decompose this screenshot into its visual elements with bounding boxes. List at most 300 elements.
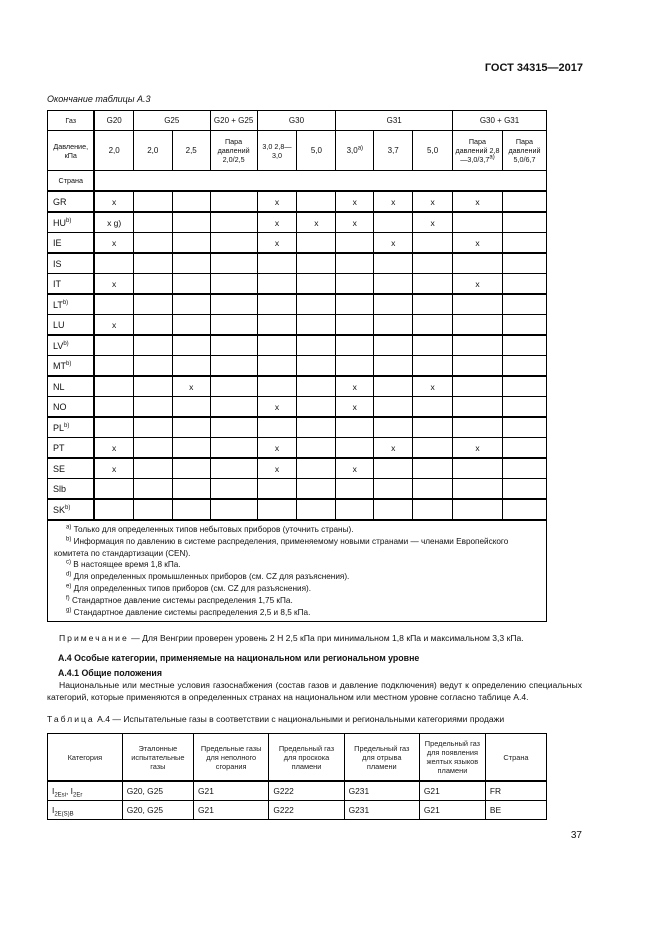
mark-cell	[336, 274, 374, 295]
table-row	[48, 417, 547, 438]
empty-cell	[94, 171, 546, 192]
mark-cell	[336, 356, 374, 377]
country-code: MT	[53, 360, 66, 371]
mark-cell	[336, 479, 374, 500]
mark-cell	[172, 253, 210, 274]
mark-cell	[453, 479, 503, 500]
mark-cell	[453, 499, 503, 520]
mark-cell	[374, 335, 413, 356]
mark-cell	[257, 356, 297, 377]
mark-cell	[210, 233, 257, 254]
mark-cell: x	[94, 438, 133, 459]
footnote	[54, 524, 540, 536]
mark-cell	[210, 397, 257, 418]
mark-cell: x	[257, 458, 297, 479]
mark-cell	[413, 253, 453, 274]
mark-cell	[94, 417, 133, 438]
standard-header: ГОСТ 34315—2017	[484, 62, 583, 74]
mark-cell	[453, 315, 503, 336]
mark-cell	[453, 253, 503, 274]
country-code: SK	[53, 504, 66, 515]
mark-cell	[133, 438, 172, 459]
mark-cell	[336, 253, 374, 274]
table-body	[48, 191, 547, 520]
category-sub: 2Er	[72, 793, 83, 800]
mark-cell: x	[297, 212, 336, 233]
footnote-text: Для определенных типов приборов (см. CZ для разъяснения).	[73, 583, 312, 593]
table-row	[48, 801, 547, 820]
note-text: — Для Венгрии проверен уровень 2 Н 2,5 кПа при минимальном 1,8 кПа и максимальном 3,3 кПа.	[128, 633, 524, 644]
country-code: PL	[53, 422, 65, 433]
mark-cell	[297, 438, 336, 459]
category-cell	[48, 801, 123, 820]
country-cell	[48, 233, 95, 254]
table-a3	[47, 110, 547, 622]
mark-cell: x	[336, 397, 374, 418]
mark-cell	[297, 233, 336, 254]
country-code: LU	[53, 319, 65, 330]
mark-cell: x	[374, 233, 413, 254]
column-header: Предельный газ для проскока пламени	[269, 734, 344, 782]
mark-cell	[413, 315, 453, 336]
gas-header: G25	[133, 111, 210, 131]
mark-cell	[453, 294, 503, 315]
mark-cell: x	[413, 376, 453, 397]
mark-cell	[133, 397, 172, 418]
footnote-text: Стандартное давление системы распределения 2,5 и 8,5 кПа.	[73, 607, 311, 617]
mark-cell	[336, 335, 374, 356]
country-cell	[48, 356, 95, 377]
mark-cell	[210, 356, 257, 377]
mark-cell	[94, 253, 133, 274]
mark-cell	[297, 499, 336, 520]
mark-cell	[133, 294, 172, 315]
mark-cell	[413, 274, 453, 295]
mark-cell	[413, 294, 453, 315]
mark-cell	[257, 335, 297, 356]
mark-cell	[413, 458, 453, 479]
mark-cell	[374, 417, 413, 438]
category: I	[52, 805, 55, 816]
footnote-text: Для определенных промышленных приборов (см. CZ для разъяснения).	[73, 572, 350, 582]
mark-cell	[133, 376, 172, 397]
mark-cell	[453, 212, 503, 233]
gas-header: G20	[94, 111, 133, 131]
pressure-text: Пара давлений 2,8—3,0/3,7	[455, 137, 500, 164]
mark-cell: x	[453, 191, 503, 212]
mark-cell: x	[172, 376, 210, 397]
country-code: Slb	[53, 483, 67, 494]
pressure-text: 3,0	[346, 146, 358, 155]
mark-cell	[210, 499, 257, 520]
table-row	[48, 397, 547, 418]
category-cell	[48, 781, 123, 801]
mark-cell	[257, 499, 297, 520]
mark-cell	[374, 376, 413, 397]
mark-cell	[502, 458, 546, 479]
mark-cell	[257, 253, 297, 274]
country-code: GR	[53, 196, 67, 207]
mark-cell	[210, 458, 257, 479]
table-row	[48, 233, 547, 254]
mark-cell	[297, 294, 336, 315]
mark-cell: x	[94, 191, 133, 212]
page-content	[47, 93, 582, 842]
country-cell	[48, 499, 95, 520]
footnote-text: Информация по давлению в системе распределения, применяемому новыми странами — членами Европейского комитета по стандартизации (CEN).	[54, 536, 509, 558]
mark-cell: x	[94, 315, 133, 336]
mark-cell	[172, 417, 210, 438]
column-header: Предельный газ для отрыва пламени	[344, 734, 419, 782]
mark-cell	[257, 294, 297, 315]
pressure-value: Пара давлений 2,0/2,5	[210, 131, 257, 171]
mark-cell	[172, 212, 210, 233]
mark-cell	[453, 458, 503, 479]
mark-cell	[453, 356, 503, 377]
table-row	[48, 781, 547, 801]
mark-cell: x	[257, 212, 297, 233]
country-cell	[48, 212, 95, 233]
table-row	[48, 294, 547, 315]
footnote-ref: b)	[63, 340, 69, 347]
country-cell	[48, 417, 95, 438]
mark-cell	[172, 294, 210, 315]
mark-cell: x	[374, 438, 413, 459]
gas-header: G30	[257, 111, 336, 131]
footnote-key: c)	[66, 559, 71, 566]
mark-cell: x	[413, 191, 453, 212]
mark-cell: x	[257, 397, 297, 418]
mark-cell	[297, 356, 336, 377]
mark-cell	[257, 417, 297, 438]
mark-cell	[502, 253, 546, 274]
table-cell: G21	[419, 781, 485, 801]
country-cell	[48, 253, 95, 274]
footnote-ref: b)	[66, 217, 72, 224]
mark-cell	[210, 438, 257, 459]
mark-cell	[374, 212, 413, 233]
mark-cell	[94, 294, 133, 315]
country-code: LV	[53, 340, 64, 351]
mark-cell: x	[336, 212, 374, 233]
country-cell	[48, 438, 95, 459]
mark-cell	[257, 315, 297, 336]
table-a4	[47, 733, 547, 820]
category-sub: 2E(S)B	[54, 812, 74, 819]
mark-cell	[374, 315, 413, 336]
mark-cell	[297, 397, 336, 418]
mark-cell: x	[257, 191, 297, 212]
table-cell: FR	[485, 781, 546, 801]
category-sep: , I	[66, 786, 73, 797]
mark-cell: x g)	[94, 212, 133, 233]
mark-cell	[336, 438, 374, 459]
gas-header: G31	[336, 111, 453, 131]
mark-cell	[133, 274, 172, 295]
mark-cell	[210, 376, 257, 397]
mark-cell	[336, 417, 374, 438]
mark-cell	[502, 315, 546, 336]
country-code: LT	[53, 299, 63, 310]
mark-cell	[297, 274, 336, 295]
mark-cell	[133, 499, 172, 520]
table-row	[48, 253, 547, 274]
mark-cell	[133, 335, 172, 356]
mark-cell	[94, 376, 133, 397]
mark-cell	[453, 417, 503, 438]
country-cell	[48, 479, 95, 500]
country-code: IS	[53, 258, 62, 269]
table-cell: G222	[269, 801, 344, 820]
mark-cell	[413, 397, 453, 418]
country-code: IT	[53, 278, 61, 289]
mark-cell	[94, 356, 133, 377]
column-header: Предельные газы для неполного сгорания	[194, 734, 269, 782]
mark-cell	[133, 458, 172, 479]
table-caption: Окончание таблицы А.3	[47, 94, 151, 104]
mark-cell	[297, 417, 336, 438]
mark-cell	[133, 191, 172, 212]
country-cell	[48, 376, 95, 397]
mark-cell	[172, 274, 210, 295]
footnote-ref: a)	[357, 145, 364, 152]
pressure-value: 2,0	[94, 131, 133, 171]
table-row	[48, 212, 547, 233]
note-label: Примечание	[59, 633, 129, 644]
gas-label: Газ	[48, 111, 95, 131]
paragraph: Национальные или местные условия газоснабжения (состав газов и давление подключения) ведут к определению специальных категорий, которые применяются в определенных странах на национальном или местном уровне согласно таблице А.4.	[47, 680, 582, 703]
country-code: SE	[53, 463, 66, 474]
category: I	[52, 786, 55, 797]
pressure-value: 3,0 2,8—3,0	[257, 131, 297, 171]
country-label: Страна	[48, 171, 95, 192]
mark-cell	[453, 397, 503, 418]
subsection-heading: А.4.1 Общие положения	[58, 668, 162, 679]
table-row	[48, 458, 547, 479]
footnote-key: d)	[66, 571, 72, 578]
mark-cell	[210, 253, 257, 274]
mark-cell	[210, 315, 257, 336]
mark-cell	[172, 356, 210, 377]
table-row	[48, 335, 547, 356]
mark-cell	[297, 315, 336, 336]
footnote-ref: b)	[62, 299, 69, 306]
pressure-value	[453, 131, 503, 171]
table-row	[48, 438, 547, 459]
mark-cell	[336, 233, 374, 254]
mark-cell	[257, 479, 297, 500]
country-cell	[48, 458, 95, 479]
country-code: HU	[53, 217, 66, 228]
pressure-value: 2,5	[172, 131, 210, 171]
table-row	[48, 356, 547, 377]
mark-cell	[297, 253, 336, 274]
mark-cell	[413, 417, 453, 438]
table-cell: G21	[194, 801, 269, 820]
country-code: PT	[53, 442, 65, 453]
gas-header: G20 + G25	[210, 111, 257, 131]
country-code: NL	[53, 381, 65, 392]
gas-header: G30 + G31	[453, 111, 547, 131]
mark-cell: x	[336, 376, 374, 397]
table-cell: G21	[419, 801, 485, 820]
mark-cell	[413, 356, 453, 377]
mark-cell: x	[453, 274, 503, 295]
mark-cell: x	[413, 212, 453, 233]
mark-cell	[133, 212, 172, 233]
footnote	[54, 607, 540, 619]
mark-cell: x	[336, 458, 374, 479]
mark-cell	[133, 233, 172, 254]
caption-text: А.4 — Испытательные газы в соответствии с национальными и региональными категориями продажи	[94, 714, 505, 725]
country-cell	[48, 191, 95, 212]
mark-cell: x	[257, 233, 297, 254]
mark-cell	[94, 397, 133, 418]
pressure-value: 5,0	[413, 131, 453, 171]
mark-cell	[502, 397, 546, 418]
table-cell: BE	[485, 801, 546, 820]
table-cell: G222	[269, 781, 344, 801]
mark-cell	[210, 479, 257, 500]
mark-cell	[413, 499, 453, 520]
mark-cell	[210, 212, 257, 233]
column-header: Эталонные испытательные газы	[122, 734, 193, 782]
table-cell: G231	[344, 781, 419, 801]
mark-cell	[453, 376, 503, 397]
mark-cell	[502, 376, 546, 397]
footnote	[54, 583, 540, 595]
mark-cell	[133, 479, 172, 500]
pressure-value: Пара давлений 5,0/6,7	[502, 131, 546, 171]
mark-cell	[172, 315, 210, 336]
country-cell	[48, 274, 95, 295]
mark-cell: x	[453, 233, 503, 254]
mark-cell	[94, 479, 133, 500]
mark-cell	[172, 397, 210, 418]
table-cell: G21	[194, 781, 269, 801]
mark-cell	[210, 191, 257, 212]
column-header: Предельный газ для появления желтых языков пламени	[419, 734, 485, 782]
pressure-label: Давление, кПа	[48, 131, 95, 171]
mark-cell	[172, 458, 210, 479]
mark-cell	[374, 479, 413, 500]
country-cell	[48, 315, 95, 336]
mark-cell	[210, 274, 257, 295]
mark-cell	[413, 335, 453, 356]
mark-cell	[374, 356, 413, 377]
mark-cell	[297, 376, 336, 397]
category-sub: 2Esi	[54, 793, 66, 800]
column-header: Категория	[48, 734, 123, 782]
footnote-key: e)	[66, 583, 72, 590]
table-row	[48, 499, 547, 520]
mark-cell	[374, 397, 413, 418]
mark-cell	[374, 253, 413, 274]
country-code: NO	[53, 401, 67, 412]
table-cell: G231	[344, 801, 419, 820]
pressure-value: 5,0	[297, 131, 336, 171]
mark-cell	[502, 335, 546, 356]
mark-cell	[133, 253, 172, 274]
footnote-text: Стандартное давление системы распределения 1,75 кПа.	[71, 595, 293, 605]
mark-cell	[257, 274, 297, 295]
mark-cell	[413, 479, 453, 500]
table-cell: G20, G25	[122, 781, 193, 801]
mark-cell	[133, 417, 172, 438]
mark-cell	[374, 274, 413, 295]
mark-cell	[172, 479, 210, 500]
pressure-value: 3,7	[374, 131, 413, 171]
mark-cell	[502, 438, 546, 459]
mark-cell	[297, 191, 336, 212]
table-a4-caption	[47, 713, 582, 725]
footnote-ref: b)	[65, 504, 71, 511]
table-row	[48, 376, 547, 397]
mark-cell	[210, 294, 257, 315]
mark-cell	[297, 335, 336, 356]
mark-cell	[257, 376, 297, 397]
footnote-key: b)	[66, 536, 72, 543]
footnote-key: a)	[66, 524, 72, 531]
mark-cell: x	[374, 191, 413, 212]
mark-cell	[133, 315, 172, 336]
mark-cell	[172, 499, 210, 520]
table-row	[48, 191, 547, 212]
country-code: IE	[53, 237, 62, 248]
note	[47, 632, 582, 644]
mark-cell	[502, 499, 546, 520]
mark-cell	[502, 274, 546, 295]
header-row	[48, 734, 547, 782]
mark-cell	[502, 294, 546, 315]
mark-cell	[94, 335, 133, 356]
footnote	[54, 571, 540, 583]
mark-cell: x	[453, 438, 503, 459]
page-number: 37	[570, 830, 582, 842]
mark-cell	[413, 438, 453, 459]
mark-cell	[94, 499, 133, 520]
mark-cell	[502, 356, 546, 377]
country-cell	[48, 397, 95, 418]
footnote	[54, 595, 540, 607]
mark-cell	[413, 233, 453, 254]
mark-cell: x	[94, 274, 133, 295]
table-body	[48, 781, 547, 820]
column-header: Страна	[485, 734, 546, 782]
mark-cell	[502, 212, 546, 233]
mark-cell	[172, 233, 210, 254]
mark-cell	[374, 499, 413, 520]
country-cell	[48, 294, 95, 315]
mark-cell	[374, 294, 413, 315]
footnote	[54, 559, 540, 571]
mark-cell	[502, 191, 546, 212]
table-cell: G20, G25	[122, 801, 193, 820]
mark-cell: x	[94, 458, 133, 479]
country-cell	[48, 335, 95, 356]
footnote-ref: b)	[64, 422, 70, 429]
mark-cell	[172, 438, 210, 459]
table-row	[48, 479, 547, 500]
mark-cell	[172, 335, 210, 356]
mark-cell	[336, 315, 374, 336]
mark-cell	[336, 294, 374, 315]
mark-cell	[502, 479, 546, 500]
footnote-ref: b)	[66, 360, 72, 367]
mark-cell	[502, 417, 546, 438]
mark-cell	[210, 417, 257, 438]
pressure-value: 2,0	[133, 131, 172, 171]
